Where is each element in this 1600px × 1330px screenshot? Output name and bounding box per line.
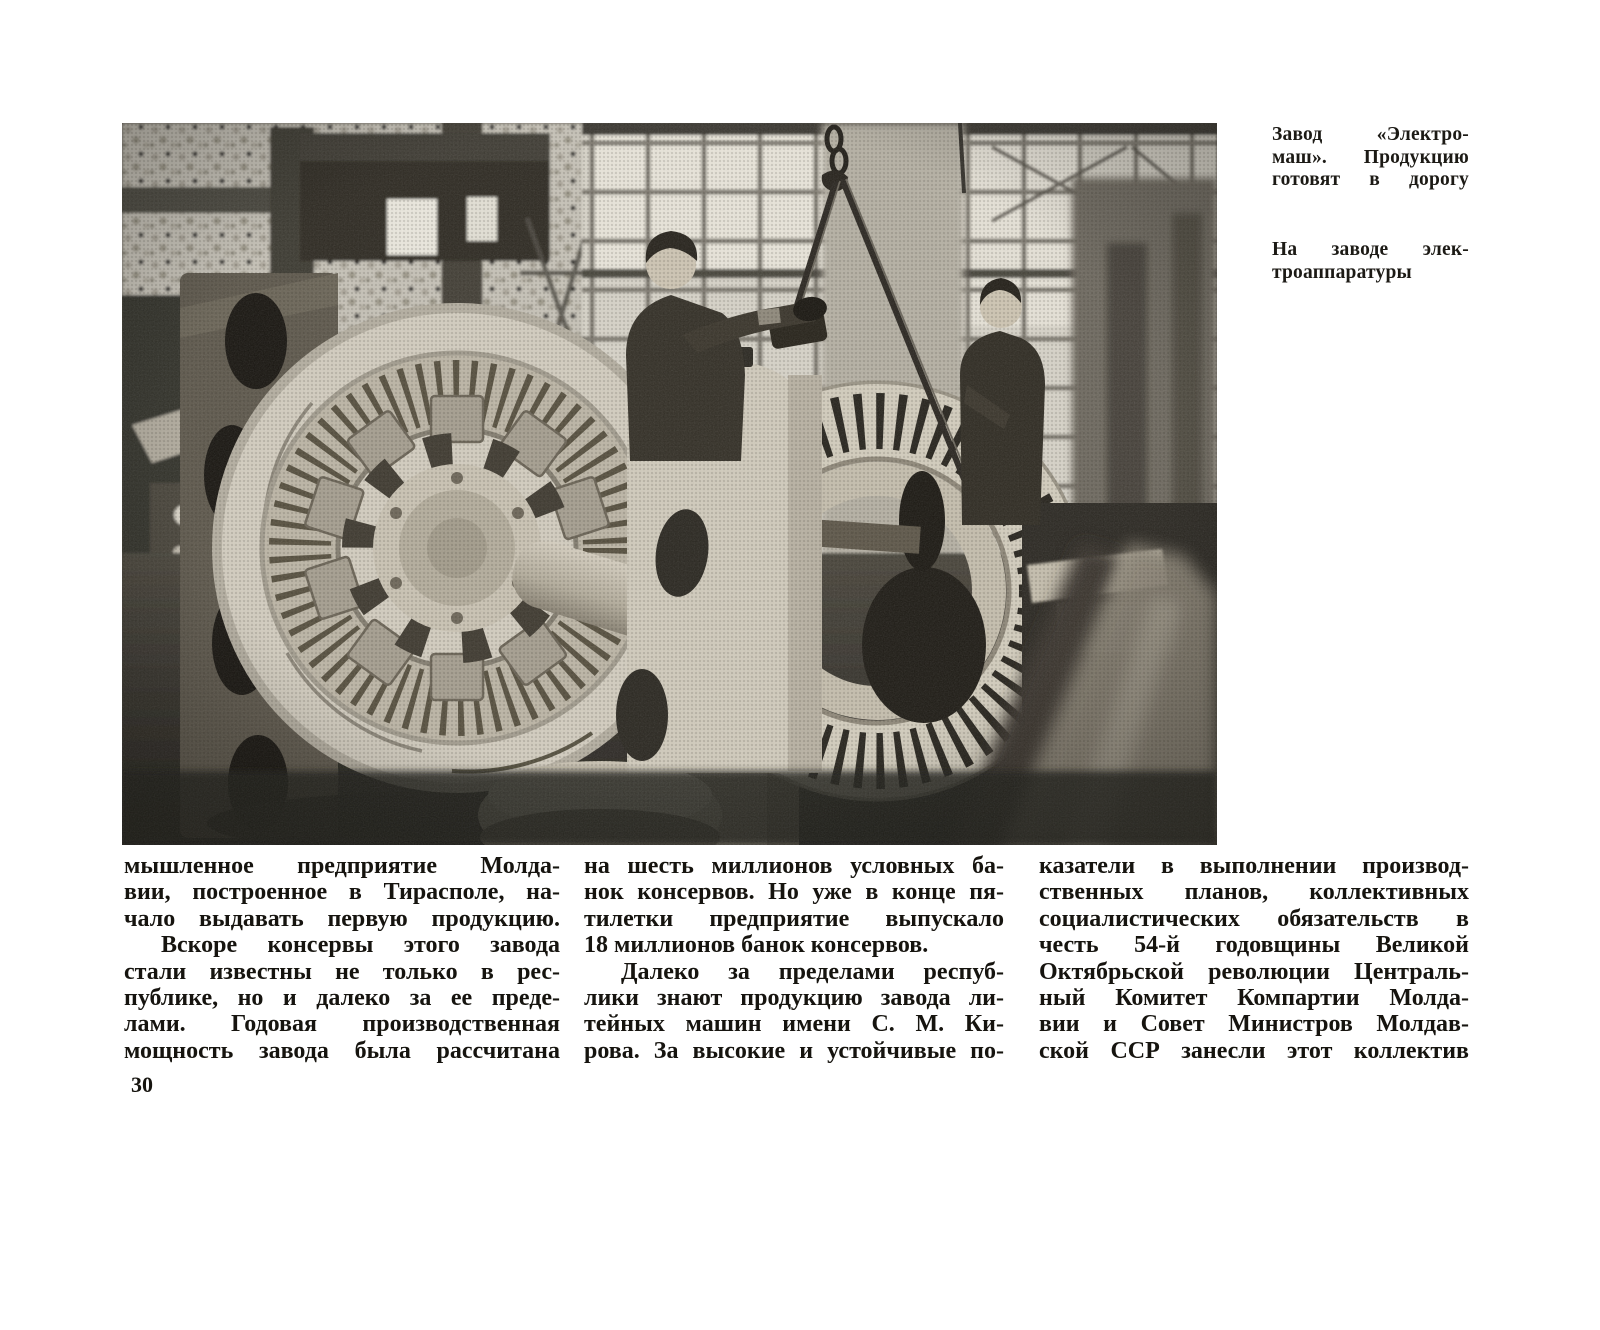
text-column-2 bbox=[584, 853, 1004, 1064]
caption-line: На заводе элек- bbox=[1272, 239, 1469, 260]
text-line: чало выдавать первую продукцию. bbox=[124, 905, 560, 932]
text-line: вии, построенное в Тирасполе, на- bbox=[124, 879, 560, 906]
text-column-3 bbox=[1039, 853, 1469, 1064]
page-number: 30 bbox=[131, 1072, 153, 1097]
text-column-1 bbox=[124, 853, 560, 1064]
text-line: публике, но и далеко за ее преде- bbox=[124, 985, 560, 1012]
text-line: тилетки предприятие выпускало bbox=[584, 905, 1004, 932]
text-line: ской ССР занесли этот коллектив bbox=[1039, 1037, 1469, 1064]
factory-photo bbox=[122, 123, 1217, 845]
text-line: Октябрьской революции Централь- bbox=[1039, 958, 1469, 985]
factory-photo-illustration bbox=[122, 123, 1217, 845]
caption-line: троаппаратуры bbox=[1272, 261, 1412, 283]
photo-caption-electromash bbox=[1272, 124, 1469, 192]
text-line: ный Комитет Компартии Молда- bbox=[1039, 985, 1469, 1012]
text-line: мощность завода была рассчитана bbox=[124, 1037, 560, 1064]
text-line: лики знают продукцию завода ли- bbox=[584, 985, 1004, 1012]
text-line: рова. За высокие и устойчивые по- bbox=[584, 1037, 1004, 1064]
text-line: тейных машин имени С. М. Ки- bbox=[584, 1011, 1004, 1038]
caption-line: готовят в дорогу bbox=[1272, 169, 1469, 190]
text-line: на шесть миллионов условных ба- bbox=[584, 853, 1004, 879]
photo-caption-apparatus-plant bbox=[1272, 239, 1469, 284]
text-line: ственных планов, коллективных bbox=[1039, 879, 1469, 906]
text-line: нок консервов. Но уже в конце пя- bbox=[584, 879, 1004, 906]
vignette-overlay bbox=[122, 123, 1217, 845]
caption-line: Завод «Электро- bbox=[1272, 124, 1469, 145]
text-line: 18 миллионов банок консервов. bbox=[584, 932, 929, 959]
text-line: лами. Годовая производственная bbox=[124, 1011, 560, 1038]
text-line: Вскоре консервы этого завода bbox=[161, 932, 560, 959]
text-line: стали известны не только в рес- bbox=[124, 958, 560, 985]
text-line: вии и Совет Министров Молдав- bbox=[1039, 1011, 1469, 1038]
text-line: Далеко за пределами респуб- bbox=[621, 958, 1004, 985]
text-line: социалистических обязательств в bbox=[1039, 905, 1469, 932]
text-line: честь 54-й годовщины Великой bbox=[1039, 932, 1469, 959]
text-line: казатели в выполнении производ- bbox=[1039, 853, 1469, 879]
text-line: мышленное предприятие Молда- bbox=[124, 853, 560, 879]
caption-line: маш». Продукцию bbox=[1272, 146, 1469, 168]
